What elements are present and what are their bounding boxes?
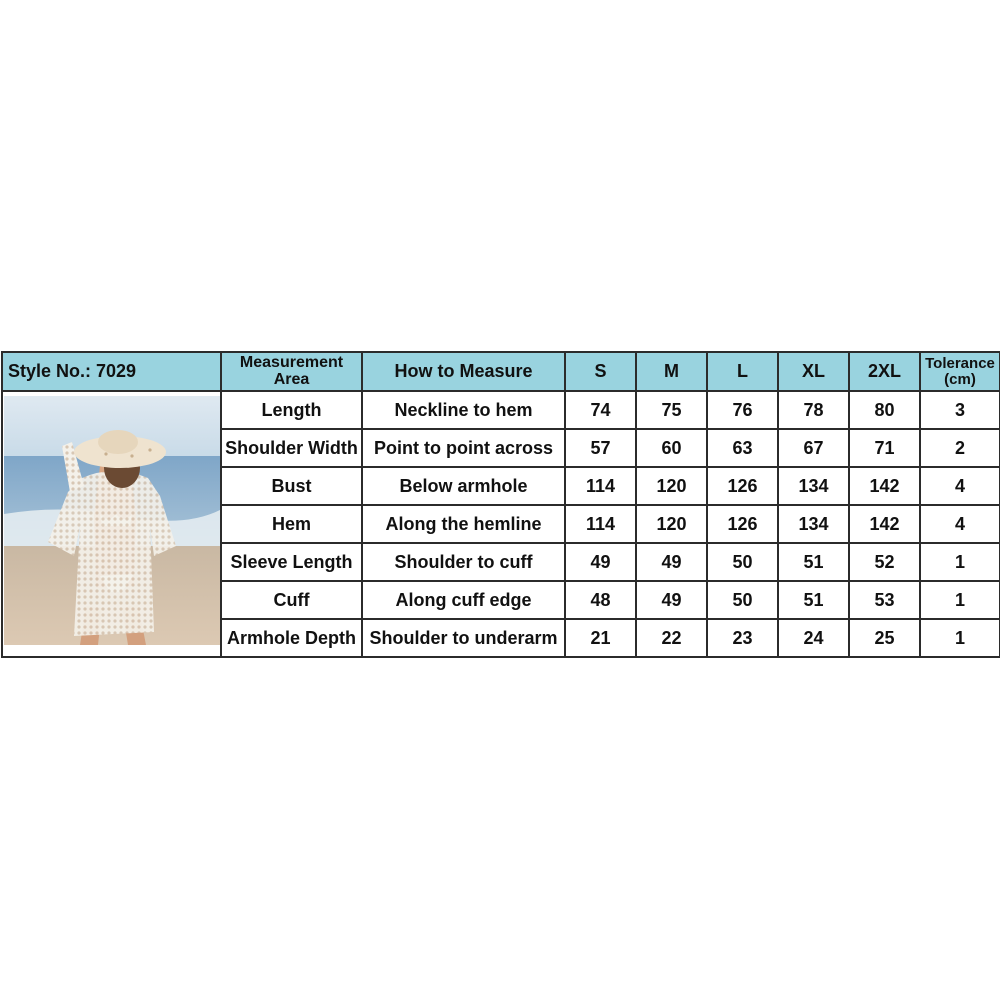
value-cell-xl: 67 xyxy=(778,429,849,467)
how-to-measure-header: How to Measure xyxy=(362,352,565,391)
size-header-s: S xyxy=(565,352,636,391)
how-cell: Neckline to hem xyxy=(362,391,565,429)
tolerance-cell: 4 xyxy=(920,467,1000,505)
value-cell-m: 49 xyxy=(636,543,707,581)
tolerance-cell: 1 xyxy=(920,619,1000,657)
value-cell-xl: 24 xyxy=(778,619,849,657)
how-cell: Shoulder to cuff xyxy=(362,543,565,581)
value-cell-l: 126 xyxy=(707,467,778,505)
size-header-m: M xyxy=(636,352,707,391)
tolerance-cell: 3 xyxy=(920,391,1000,429)
how-cell: Along the hemline xyxy=(362,505,565,543)
area-cell: Armhole Depth xyxy=(221,619,362,657)
value-cell-2xl: 53 xyxy=(849,581,920,619)
tolerance-header: Tolerance (cm) xyxy=(920,352,1000,391)
area-cell: Bust xyxy=(221,467,362,505)
value-cell-l: 126 xyxy=(707,505,778,543)
how-cell: Below armhole xyxy=(362,467,565,505)
value-cell-m: 22 xyxy=(636,619,707,657)
value-cell-2xl: 71 xyxy=(849,429,920,467)
value-cell-m: 49 xyxy=(636,581,707,619)
value-cell-s: 21 xyxy=(565,619,636,657)
value-cell-2xl: 25 xyxy=(849,619,920,657)
value-cell-m: 75 xyxy=(636,391,707,429)
value-cell-l: 50 xyxy=(707,581,778,619)
how-cell: Shoulder to underarm xyxy=(362,619,565,657)
value-cell-s: 49 xyxy=(565,543,636,581)
value-cell-xl: 78 xyxy=(778,391,849,429)
value-cell-l: 76 xyxy=(707,391,778,429)
how-cell: Along cuff edge xyxy=(362,581,565,619)
area-cell: Shoulder Width xyxy=(221,429,362,467)
tolerance-cell: 1 xyxy=(920,581,1000,619)
product-photo xyxy=(4,396,220,645)
value-cell-s: 57 xyxy=(565,429,636,467)
product-photo-cell xyxy=(2,391,221,657)
value-cell-l: 23 xyxy=(707,619,778,657)
tolerance-cell: 1 xyxy=(920,543,1000,581)
tolerance-cell: 2 xyxy=(920,429,1000,467)
measurement-area-header: Measurement Area xyxy=(221,352,362,391)
value-cell-2xl: 52 xyxy=(849,543,920,581)
table-row xyxy=(2,391,1000,429)
area-cell: Sleeve Length xyxy=(221,543,362,581)
how-cell: Point to point across xyxy=(362,429,565,467)
value-cell-xl: 51 xyxy=(778,543,849,581)
size-chart-table xyxy=(1,351,1000,658)
value-cell-2xl: 142 xyxy=(849,505,920,543)
value-cell-l: 63 xyxy=(707,429,778,467)
value-cell-2xl: 80 xyxy=(849,391,920,429)
value-cell-s: 114 xyxy=(565,505,636,543)
value-cell-m: 120 xyxy=(636,505,707,543)
value-cell-s: 48 xyxy=(565,581,636,619)
size-header-2xl: 2XL xyxy=(849,352,920,391)
value-cell-s: 114 xyxy=(565,467,636,505)
style-number: Style No.: 7029 xyxy=(2,352,221,391)
area-cell: Cuff xyxy=(221,581,362,619)
area-cell: Hem xyxy=(221,505,362,543)
value-cell-xl: 134 xyxy=(778,505,849,543)
value-cell-l: 50 xyxy=(707,543,778,581)
value-cell-m: 120 xyxy=(636,467,707,505)
header-row xyxy=(2,352,1000,391)
tolerance-cell: 4 xyxy=(920,505,1000,543)
size-header-l: L xyxy=(707,352,778,391)
area-cell: Length xyxy=(221,391,362,429)
value-cell-m: 60 xyxy=(636,429,707,467)
value-cell-2xl: 142 xyxy=(849,467,920,505)
value-cell-xl: 134 xyxy=(778,467,849,505)
value-cell-s: 74 xyxy=(565,391,636,429)
size-header-xl: XL xyxy=(778,352,849,391)
value-cell-xl: 51 xyxy=(778,581,849,619)
